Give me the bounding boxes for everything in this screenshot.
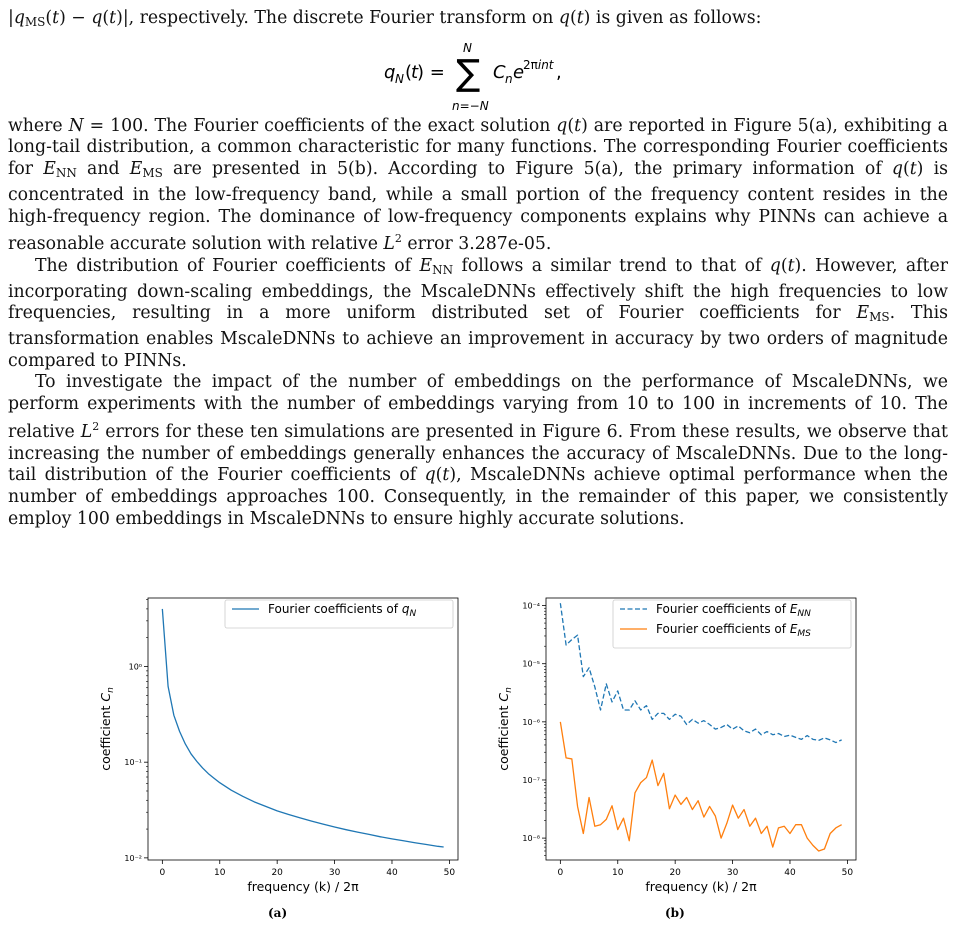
x-tick-label: 20 xyxy=(669,868,681,878)
fourier-equation xyxy=(8,34,948,116)
y-tick-label: 10⁻⁴ xyxy=(522,601,540,611)
svg-text:e: e xyxy=(513,61,525,83)
x-tick-label: 30 xyxy=(726,868,739,878)
y-axis-label: coefficient $C_n$ xyxy=(98,687,116,771)
x-axis-label: frequency (k) / 2π xyxy=(247,879,359,894)
svg-text:(: ( xyxy=(405,61,413,83)
svg-text:n: n xyxy=(505,71,513,86)
svg-text:t: t xyxy=(411,61,419,83)
x-tick-label: 30 xyxy=(328,868,341,878)
y-tick-label: 10⁰ xyxy=(128,662,142,672)
x-tick-label: 10 xyxy=(612,868,624,878)
legend-entry-0: Fourier coefficients of $E_{NN}$ xyxy=(656,602,811,619)
y-tick-label: 10⁻⁵ xyxy=(522,659,540,669)
x-tick-label: 40 xyxy=(784,868,796,878)
x-tick-label: 10 xyxy=(214,868,226,878)
svg-text:2πint: 2πint xyxy=(523,57,554,72)
y-tick-label: 10⁻⁸ xyxy=(522,834,540,844)
svg-text:) =: ) = xyxy=(417,61,445,83)
svg-text:C: C xyxy=(493,61,506,83)
svg-text:q: q xyxy=(384,61,396,83)
x-tick-label: 0 xyxy=(557,868,564,878)
svg-text:N: N xyxy=(463,40,472,55)
svg-text:n=−N: n=−N xyxy=(452,98,489,113)
y-tick-label: 10⁻¹ xyxy=(124,758,142,768)
figure-a-chart xyxy=(92,592,472,898)
x-tick-label: 20 xyxy=(271,868,283,878)
y-tick-label: 10⁻⁷ xyxy=(522,775,540,785)
legend-entry-0: Fourier coefficients of $q_N$ xyxy=(268,602,417,619)
y-axis-label: coefficient $C_n$ xyxy=(496,687,514,771)
x-tick-label: 50 xyxy=(841,868,854,878)
y-tick-label: 10⁻⁶ xyxy=(522,717,540,727)
x-tick-label: 50 xyxy=(443,868,456,878)
x-axis-label: frequency (k) / 2π xyxy=(645,879,757,894)
caption-b: (b) xyxy=(665,906,685,920)
intro-line: $|q_{MS}(t) - q(t)|$, respectively. The discrete Fourier transform on q(t) is given as follows: xyxy=(8,8,762,29)
axes-frame xyxy=(148,598,458,860)
figure-b-chart xyxy=(490,592,870,898)
paper-page xyxy=(8,0,948,530)
paragraph-3: To investigate the impact of the number of embeddings on the performance of MscaleDNNs, we perform experiments with the number of embeddings varying from 10 to 100 in increments of 10. The relative $L^2$ errors for these ten simulations are presented in Figure 6. From these results, we observe that increasing the number of embeddings generally enhances the accuracy of MscaleDNNs. Due to the long-tail distribution of the Fourier coefficients of q(t), MscaleDNNs achieve optimal performance when the number of embeddings approaches 100. Consequently, in the remainder of this paper, we consistently employ 100 embeddings in MscaleDNNs to ensure highly accurate solutions. xyxy=(8,372,949,529)
x-tick-label: 40 xyxy=(386,868,398,878)
paragraph-1: where N = 100. The Fourier coefficients of the exact solution q(t) are reported in Figure 5(a), exhibiting a long-tail distribution, a common characteristic for many functions. The corresponding Fourier coefficients for $E_{NN}$ and $E_{MS}$ are presented in 5(b). According to Figure 5(a), the primary information of q(t) is concentrated in the low-frequency band, while a small portion of the frequency content resides in the high-frequency region. The dominance of low-frequency components explains why PINNs can achieve a reasonable accurate solution with relative $L^2$ error 3.287e-05. xyxy=(8,115,948,255)
series-line-1 xyxy=(560,722,841,851)
svg-text:N: N xyxy=(395,71,404,86)
series-line-0 xyxy=(162,609,443,847)
svg-text:,: , xyxy=(556,61,562,83)
x-tick-label: 0 xyxy=(159,868,166,878)
paragraph-2: The distribution of Fourier coefficients of $E_{NN}$ follows a similar trend to that of q(t). However, after incorporating down-scaling embeddings, the MscaleDNNs effectively shift the high frequencies to low frequencies, resulting in a more uniform distributed set of Fourier coefficients for $E_{MS}$. This transformation enables MscaleDNNs to achieve an improvement in accuracy by two orders of magnitude compared to PINNs. xyxy=(8,255,948,371)
legend-entry-1: Fourier coefficients of $E_{MS}$ xyxy=(656,622,811,639)
svg-text:∑: ∑ xyxy=(456,52,481,94)
caption-a: (a) xyxy=(268,906,288,920)
y-tick-label: 10⁻² xyxy=(124,853,142,863)
